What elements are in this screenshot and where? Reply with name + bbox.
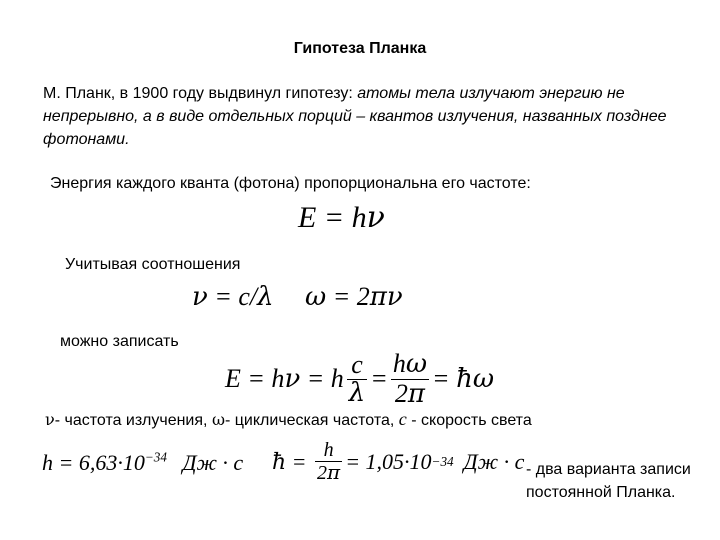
- c-symbol: c: [398, 409, 407, 429]
- intro-plain-text: М. Планк, в 1900 году выдвинул гипотезу:: [43, 85, 358, 102]
- constant-note: [526, 458, 691, 504]
- formula-frequency-wavelength: ν = c/λ: [192, 282, 274, 312]
- energy-statement: Энергия каждого кванта (фотона) пропорциональна его частоте:: [50, 175, 531, 192]
- formula-energy: E = hν: [298, 200, 385, 235]
- nu-description: - частота излучения,: [54, 412, 208, 429]
- can-write-statement: можно записать: [60, 333, 179, 350]
- h-value: h = 6,63·10: [42, 450, 145, 475]
- planck-constant-hbar: ħ = $\frac{h}{2\pi}$ = 1,05·10 −34 Дж · c: [272, 439, 525, 484]
- note-line-1: - два варианта записи: [526, 461, 691, 478]
- h-unit: Дж · c: [182, 450, 244, 475]
- planck-constant-h: [42, 450, 243, 476]
- intro-italic-text: атомы тела излучают энергию не непрерывно, а в виде отдельных порций – квантов излучения, названных позднее фотонами.: [43, 85, 667, 148]
- definitions-line: [45, 409, 532, 430]
- omega-description: - циклическая частота,: [224, 412, 395, 429]
- nu-symbol: ν: [45, 410, 55, 429]
- omega-symbol: ω: [211, 410, 225, 429]
- c-description: - скорость света: [411, 412, 532, 429]
- considering-statement: Учитывая соотношения: [65, 256, 241, 273]
- hbar-unit: Дж · c: [463, 449, 525, 474]
- formula-angular-frequency: ω = 2πν: [305, 282, 403, 312]
- h-exponent: −34: [144, 449, 167, 465]
- hbar-value: = 1,05·10: [345, 449, 432, 474]
- page-title: Гипотеза Планка: [293, 40, 427, 57]
- formula-energy-expanded: E = hν = h $\frac{c}{\lambda}$ = $\frac{h\omega}{2\pi}$ = ħω: [225, 349, 495, 409]
- intro-paragraph: [43, 82, 693, 151]
- note-line-2: постоянной Планка.: [526, 484, 676, 501]
